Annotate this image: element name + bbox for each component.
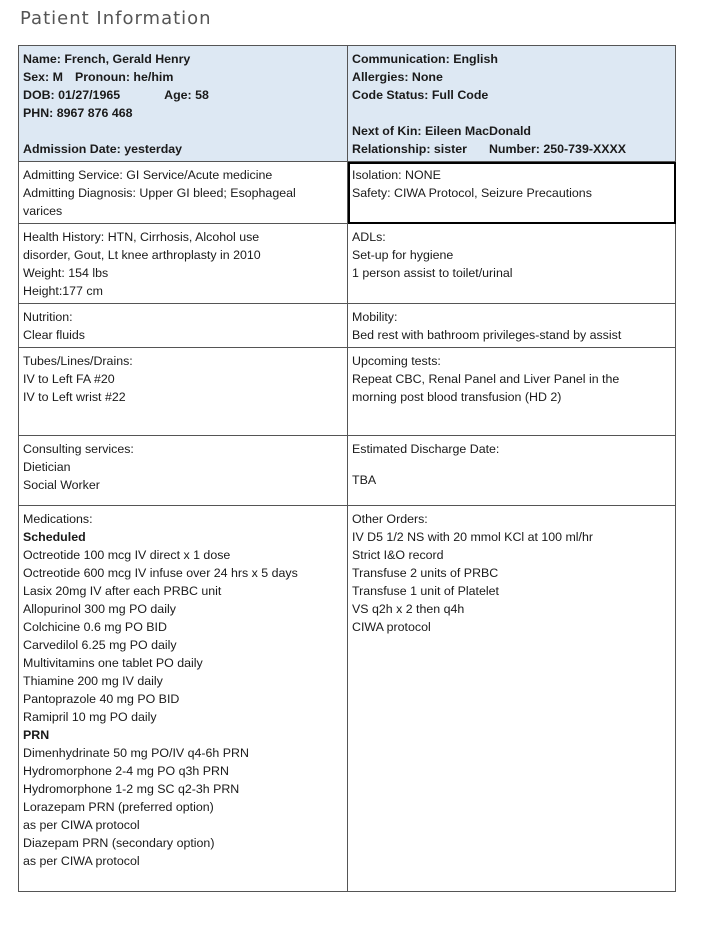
- discharge-value: TBA: [352, 473, 377, 487]
- admitting-diagnosis: Admitting Diagnosis: Upper GI bleed; Esophageal: [23, 186, 296, 200]
- order-item: VS q2h x 2 then q4h: [352, 602, 465, 616]
- tests-line-2: morning post blood transfusion (HD 2): [352, 390, 562, 404]
- med-scheduled: Octreotide 100 mcg IV direct x 1 dose: [23, 548, 231, 562]
- med-scheduled: Octreotide 600 mcg IV infuse over 24 hrs x 5 days: [23, 566, 298, 580]
- header-row: [19, 46, 676, 162]
- tubes-row: [19, 348, 676, 436]
- kin-relationship: Relationship: sister: [352, 142, 467, 156]
- med-scheduled: Carvedilol 6.25 mg PO daily: [23, 638, 177, 652]
- tests-cell: [348, 348, 676, 436]
- history-row: [19, 224, 676, 304]
- med-scheduled: Allopurinol 300 mg PO daily: [23, 602, 176, 616]
- mobility-cell: [348, 304, 676, 348]
- page-title: Patient Information: [20, 8, 212, 29]
- patient-name: Name: French, Gerald Henry: [23, 52, 191, 66]
- order-item: Transfuse 2 units of PRBC: [352, 566, 499, 580]
- med-scheduled: Lasix 20mg IV after each PRBC unit: [23, 584, 222, 598]
- med-prn: Hydromorphone 2-4 mg PO q3h PRN: [23, 764, 229, 778]
- other-orders-cell: [348, 506, 676, 892]
- code-status: Code Status: Full Code: [352, 88, 489, 102]
- tests-line-1: Repeat CBC, Renal Panel and Liver Panel in the: [352, 372, 620, 386]
- patient-pronoun: Pronoun: he/him: [74, 70, 174, 84]
- medications-cell: [19, 506, 348, 892]
- patient-dob: DOB: 01/27/1965: [23, 88, 121, 102]
- safety-status: Safety: CIWA Protocol, Seizure Precautions: [352, 186, 592, 200]
- order-item: Transfuse 1 unit of Platelet: [352, 584, 499, 598]
- weight: Weight: 154 lbs: [23, 266, 109, 280]
- order-item: Strict I&O record: [352, 548, 444, 562]
- med-scheduled: Thiamine 200 mg IV daily: [23, 674, 163, 688]
- isolation-cell: [348, 162, 676, 224]
- med-scheduled: Pantoprazole 40 mg PO BID: [23, 692, 180, 706]
- med-prn: as per CIWA protocol: [23, 854, 140, 868]
- order-item: IV D5 1/2 NS with 20 mmol KCl at 100 ml/hr: [352, 530, 594, 544]
- med-prn: Lorazepam PRN (preferred option): [23, 800, 214, 814]
- adls-toilet: 1 person assist to toilet/urinal: [352, 266, 513, 280]
- height: Height:177 cm: [23, 284, 103, 298]
- nutrition-label: Nutrition:: [23, 310, 73, 324]
- tubes-label: Tubes/Lines/Drains:: [23, 354, 133, 368]
- adls-hygiene: Set-up for hygiene: [352, 248, 454, 262]
- tube-1: IV to Left FA #20: [23, 372, 115, 386]
- scheduled-label: Scheduled: [23, 530, 86, 544]
- patient-contact-cell: [348, 46, 676, 162]
- adls-cell: [348, 224, 676, 304]
- patient-sex: Sex: M: [23, 70, 63, 84]
- admitting-row: [19, 162, 676, 224]
- consult-dietician: Dietician: [23, 460, 71, 474]
- isolation-status: Isolation: NONE: [352, 168, 441, 182]
- medications-label: Medications:: [23, 512, 93, 526]
- tubes-cell: [19, 348, 348, 436]
- nutrition-row: [19, 304, 676, 348]
- nutrition-cell: [19, 304, 348, 348]
- next-of-kin: Next of Kin: Eileen MacDonald: [352, 124, 531, 138]
- health-history: Health History: HTN, Cirrhosis, Alcohol use: [23, 230, 260, 244]
- mobility-label: Mobility:: [352, 310, 398, 324]
- admission-date: Admission Date: yesterday: [23, 142, 183, 156]
- patient-age: Age: 58: [164, 88, 209, 102]
- med-prn: Hydromorphone 1-2 mg SC q2-3h PRN: [23, 782, 240, 796]
- orders-row: [19, 506, 676, 892]
- health-history-cont: disorder, Gout, Lt knee arthroplasty in 2010: [23, 248, 261, 262]
- admitting-cell: [19, 162, 348, 224]
- consulting-row: [19, 436, 676, 506]
- consult-social-worker: Social Worker: [23, 478, 100, 492]
- communication: Communication: English: [352, 52, 498, 66]
- other-orders-label: Other Orders:: [352, 512, 428, 526]
- med-scheduled: Colchicine 0.6 mg PO BID: [23, 620, 167, 634]
- patient-identity-cell: [19, 46, 348, 162]
- med-prn: Dimenhydrinate 50 mg PO/IV q4-6h PRN: [23, 746, 249, 760]
- tube-2: IV to Left wrist #22: [23, 390, 126, 404]
- mobility-value: Bed rest with bathroom privileges-stand by assist: [352, 328, 622, 342]
- med-prn: as per CIWA protocol: [23, 818, 140, 832]
- tests-label: Upcoming tests:: [352, 354, 441, 368]
- adls-label: ADLs:: [352, 230, 386, 244]
- order-item: CIWA protocol: [352, 620, 431, 634]
- discharge-label: Estimated Discharge Date:: [352, 442, 500, 456]
- consulting-label: Consulting services:: [23, 442, 134, 456]
- health-history-cell: [19, 224, 348, 304]
- nutrition-value: Clear fluids: [23, 328, 85, 342]
- admitting-diagnosis-cont: varices: [23, 204, 63, 218]
- patient-info-table: [18, 45, 676, 892]
- med-scheduled: Multivitamins one tablet PO daily: [23, 656, 203, 670]
- med-prn: Diazepam PRN (secondary option): [23, 836, 215, 850]
- discharge-cell: [348, 436, 676, 506]
- patient-phn: PHN: 8967 876 468: [23, 106, 133, 120]
- allergies: Allergies: None: [352, 70, 443, 84]
- consulting-cell: [19, 436, 348, 506]
- med-scheduled: Ramipril 10 mg PO daily: [23, 710, 157, 724]
- prn-label: PRN: [23, 728, 50, 742]
- admitting-service: Admitting Service: GI Service/Acute medicine: [23, 168, 273, 182]
- kin-number: Number: 250-739-XXXX: [488, 142, 627, 156]
